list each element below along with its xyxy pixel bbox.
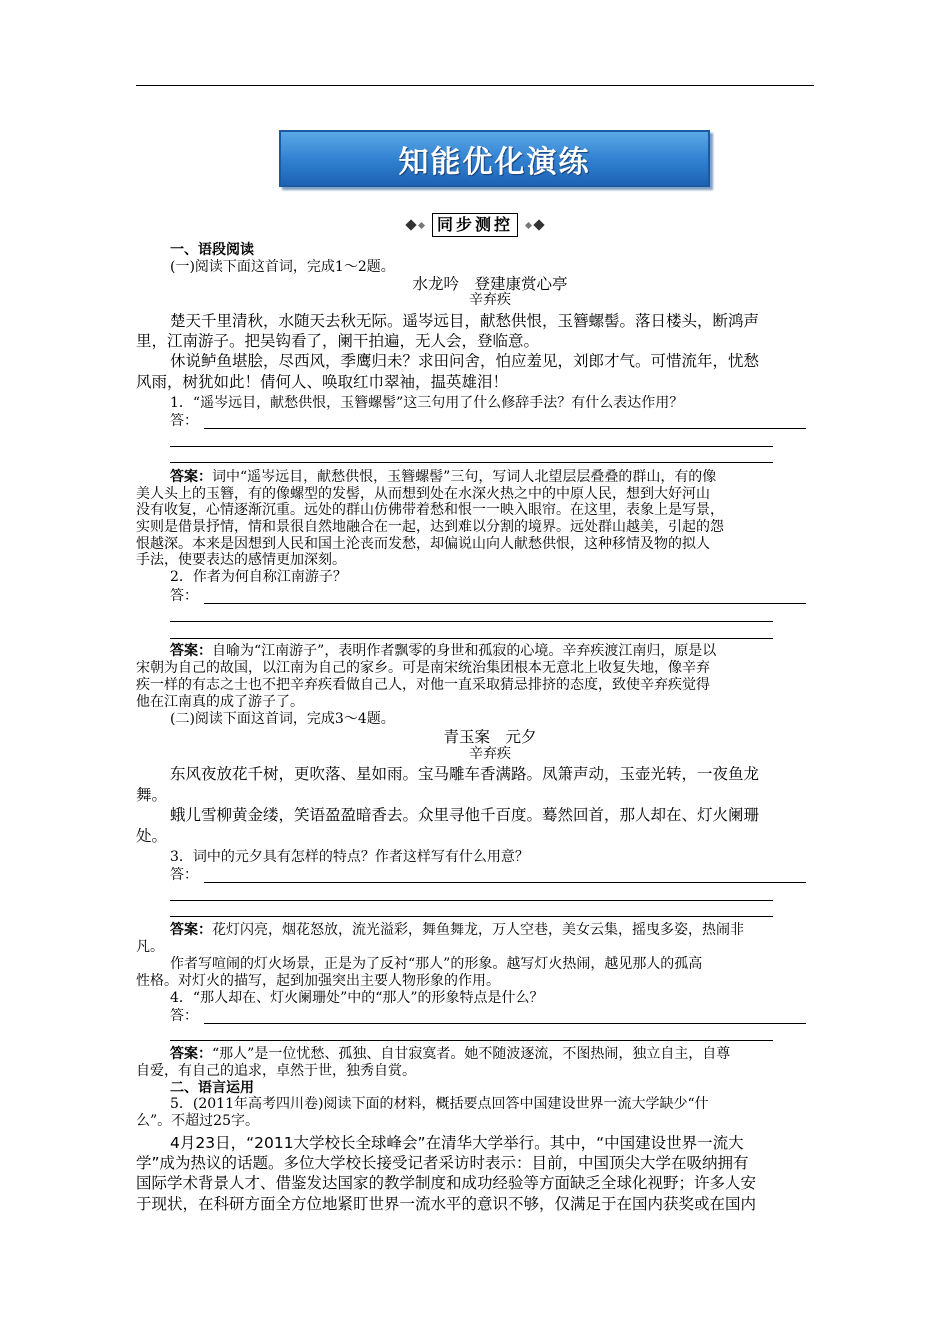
poem1-title: 水龙吟 登建康赏心亭 bbox=[412, 275, 568, 293]
section-badge bbox=[360, 212, 590, 238]
group2-intro: (二)阅读下面这首词，完成3～4题。 bbox=[170, 711, 395, 727]
answer-3-line: 答案：花灯闪亮，烟花怒放，流光溢彩，舞鱼舞龙，万人空巷，美女云集，摇曳多姿，热闹非 bbox=[170, 922, 744, 938]
question-5: 5．(2011年高考四川卷)阅读下面的材料，概括要点回答中国建设世界一流大学缺少“什 bbox=[170, 1096, 709, 1112]
answer-3-line: 性格。对灯火的描写，起到加强突出主要人物形象的作用。 bbox=[136, 973, 500, 989]
answer-line[interactable] bbox=[170, 621, 773, 622]
passage-line: 4月23日，“2011大学校长全球峰会”在清华大学举行。其中，“中国建设世界一流大 bbox=[170, 1134, 744, 1152]
title-banner bbox=[279, 130, 710, 187]
answer-2-line: 疾一样的有志之士也不把辛弃疾看做自己人，对他一直采取猜忌排挤的态度，致使辛弃疾觉得 bbox=[136, 677, 710, 693]
question-2: 2．作者为何自称江南游子？ bbox=[170, 569, 347, 585]
poem2-line: 舞。 bbox=[136, 786, 168, 804]
answer-line[interactable] bbox=[170, 638, 773, 639]
answer-prefix: 答： bbox=[170, 413, 198, 429]
diamond-icon bbox=[533, 219, 544, 230]
group1-intro: (一)阅读下面这首词，完成1～2题。 bbox=[170, 259, 395, 275]
answer-line[interactable] bbox=[204, 882, 806, 883]
answer-line[interactable] bbox=[170, 900, 773, 901]
answer-label: 答案： bbox=[170, 469, 212, 485]
answer-line[interactable] bbox=[204, 428, 806, 429]
answer-1-line: 实则是借景抒情，情和景很自然地融合在一起，达到难以分割的境界。远处群山越美，引起的怨 bbox=[136, 519, 724, 535]
passage-line: 学”成为热议的话题。多位大学校长接受记者采访时表示：目前，中国顶尖大学在吸纳拥有 bbox=[136, 1154, 749, 1172]
answer-line[interactable] bbox=[170, 462, 773, 463]
answer-line[interactable] bbox=[170, 1040, 773, 1041]
diamond-icon bbox=[405, 219, 416, 230]
answer-2-line: 他在江南真的成了游子了。 bbox=[136, 694, 304, 710]
poem1-line: 楚天千里清秋，水随天去秋无际。遥岑远目，献愁供恨，玉簪螺髻。落日楼头，断鸿声 bbox=[170, 312, 760, 330]
answer-line[interactable] bbox=[204, 603, 806, 604]
answer-line[interactable] bbox=[170, 916, 773, 917]
question-5-cont: 么”。不超过25字。 bbox=[136, 1113, 259, 1129]
poem2-author: 辛弃疾 bbox=[469, 746, 511, 762]
answer-3-line: 凡。 bbox=[136, 939, 164, 955]
question-3: 3．词中的元夕具有怎样的特点？作者这样写有什么用意？ bbox=[170, 849, 529, 865]
answer-4-line: 答案：“那人”是一位忧愁、孤独、自甘寂寞者。她不随波逐流，不图热闹，独立自主，自尊 bbox=[170, 1046, 731, 1062]
answer-1-line: 美人头上的玉簪，有的像螺型的发髻，从而想到处在水深火热之中的中原人民，想到大好河山 bbox=[136, 486, 710, 502]
answer-1-line: 没有收复，心情逐渐沉重。远处的群山仿佛带着愁和恨一一映入眼帘。在这里，表象上是写景， bbox=[136, 502, 724, 518]
answer-2-line: 宋朝为自己的故国，以江南为自己的家乡。可是南宋统治集团根本无意北上收复失地，像辛弃 bbox=[136, 660, 710, 676]
poem2-line: 东风夜放花千树，更吹落、星如雨。宝马雕车香满路。凤箫声动，玉壶光转，一夜鱼龙 bbox=[170, 765, 760, 783]
diamond-icon bbox=[418, 221, 425, 228]
part1-heading: 一、语段阅读 bbox=[170, 242, 254, 258]
answer-prefix: 答： bbox=[170, 867, 198, 883]
answer-label: 答案： bbox=[170, 922, 212, 938]
part2-heading: 二、语言运用 bbox=[170, 1080, 254, 1096]
poem1-author: 辛弃疾 bbox=[469, 292, 511, 308]
poem1-line: 风雨，树犹如此！倩何人、唤取红巾翠袖，揾英雄泪！ bbox=[136, 373, 509, 391]
answer-line[interactable] bbox=[204, 1023, 806, 1024]
passage-line: 国际学术背景人才、借鉴发达国家的教学制度和成功经验等方面缺乏全球化视野；许多人安 bbox=[136, 1174, 757, 1192]
header-rule bbox=[136, 85, 814, 86]
answer-label: 答案： bbox=[170, 1046, 212, 1062]
passage-line: 于现状，在科研方面全方位地紧盯世界一流水平的意识不够，仅满足于在国内获奖或在国内 bbox=[136, 1195, 757, 1213]
answer-3-line: 作者写喧闹的灯火场景，正是为了反衬“那人”的形象。越写灯火热闹，越见那人的孤高 bbox=[170, 956, 703, 972]
poem1-line: 休说鲈鱼堪脍，尽西风，季鹰归未？求田问舍，怕应羞见，刘郎才气。可惜流年，忧愁 bbox=[170, 352, 760, 370]
section-badge-label: 同步测控 bbox=[432, 213, 518, 237]
poem2-line: 蛾儿雪柳黄金缕，笑语盈盈暗香去。众里寻他千百度。蓦然回首，那人却在、灯火阑珊 bbox=[170, 806, 760, 824]
answer-1-line: 恨越深。本来是因想到人民和国土沦丧而发愁，却偏说山向人献愁供恨，这种移情及物的拟人 bbox=[136, 536, 710, 552]
answer-line[interactable] bbox=[170, 446, 773, 447]
poem1-line: 里，江南游子。把吴钩看了，阑干拍遍，无人会，登临意。 bbox=[136, 332, 540, 350]
poem2-title: 青玉案 元夕 bbox=[443, 728, 537, 746]
answer-prefix: 答： bbox=[170, 1008, 198, 1024]
answer-prefix: 答： bbox=[170, 588, 198, 604]
banner-title: 知能优化演练 bbox=[398, 144, 591, 180]
question-4: 4．“那人却在、灯火阑珊处”中的“那人”的形象特点是什么？ bbox=[170, 990, 544, 1006]
poem2-line: 处。 bbox=[136, 827, 168, 845]
answer-4-line: 自爱，有自己的追求，卓然于世，独秀自赏。 bbox=[136, 1063, 416, 1079]
answer-1-line: 手法，使要表达的感情更加深刻。 bbox=[136, 552, 346, 568]
answer-1-line: 答案：词中“遥岑远目，献愁供恨，玉簪螺髻”三句，写词人北望层层叠叠的群山，有的像 bbox=[170, 469, 717, 485]
diamond-icon bbox=[525, 221, 532, 228]
question-1: 1．“遥岑远目，献愁供恨，玉簪螺髻”这三句用了什么修辞手法？有什么表达作用？ bbox=[170, 395, 684, 411]
answer-2-line: 答案：自喻为“江南游子”，表明作者飘零的身世和孤寂的心境。辛弃疾渡江南归，原是以 bbox=[170, 643, 717, 659]
answer-label: 答案： bbox=[170, 643, 212, 659]
